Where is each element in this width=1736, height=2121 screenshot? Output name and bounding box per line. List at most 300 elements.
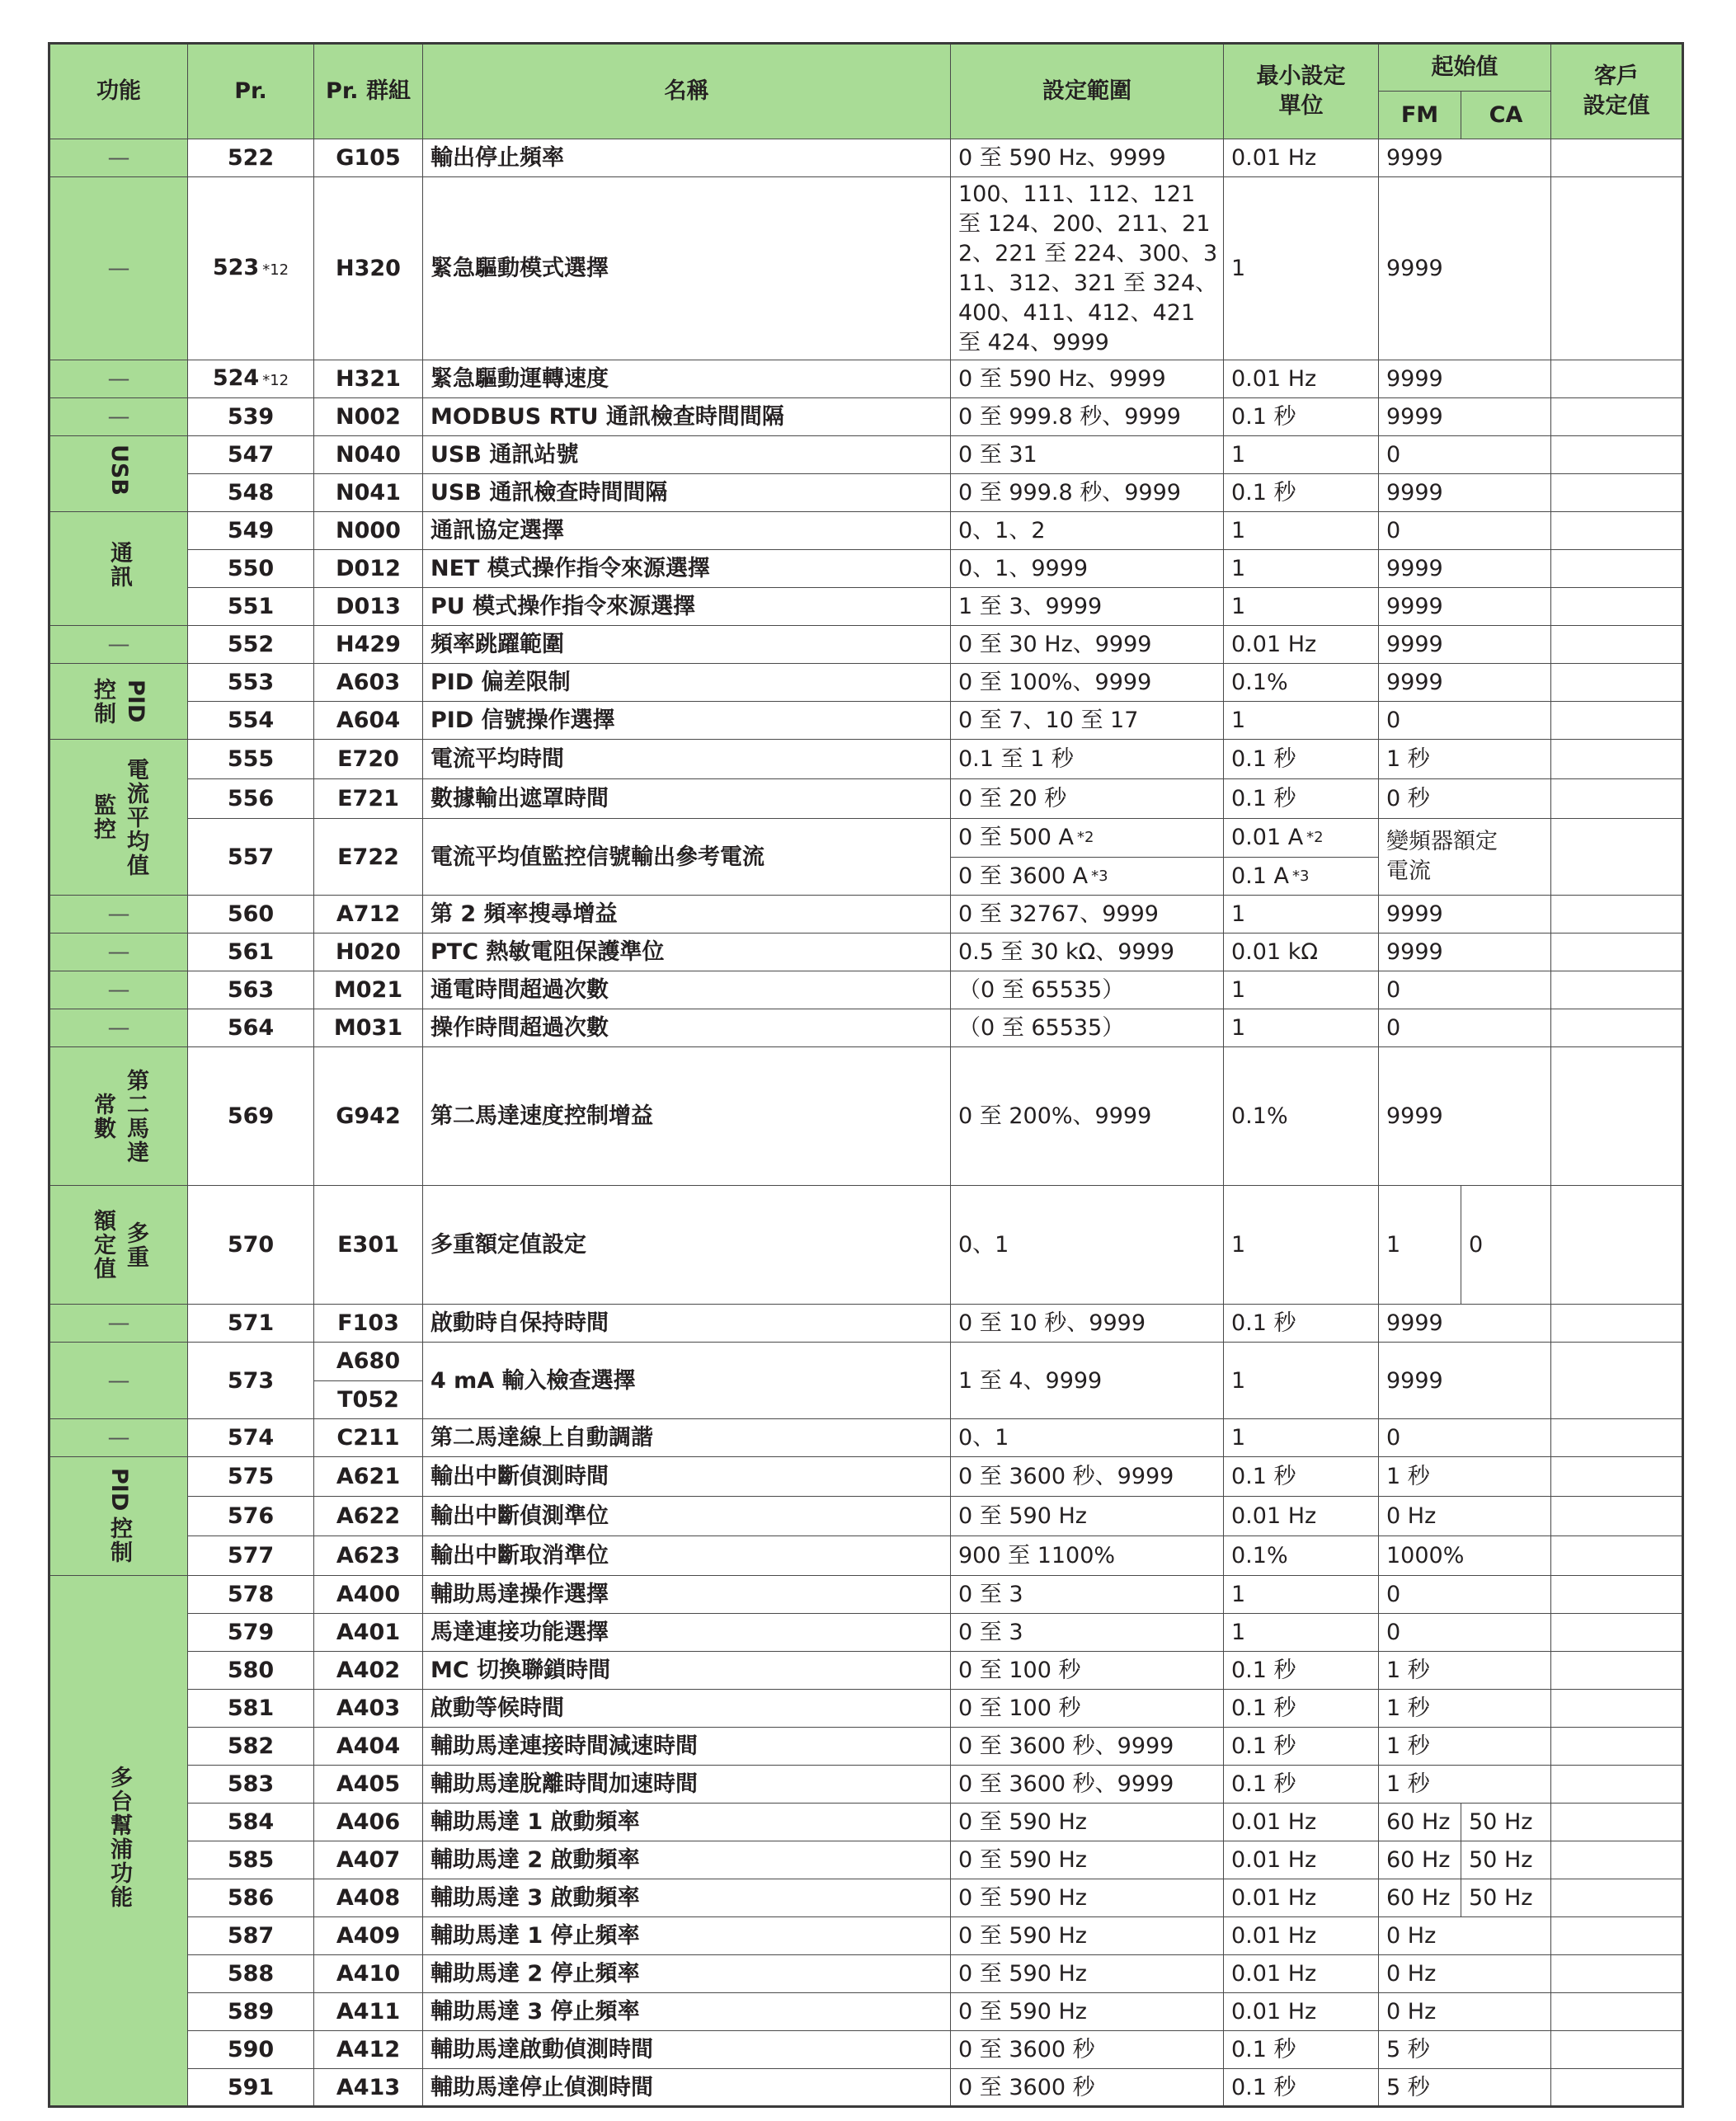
param-name: 輸出中斷偵測時間: [430, 1464, 609, 1489]
customer-setting-cell[interactable]: [1551, 512, 1683, 550]
unit-value: [1224, 819, 1378, 857]
initial-fm-cell: [1379, 1879, 1461, 1917]
customer-setting-cell[interactable]: [1551, 779, 1683, 819]
group-code: A413: [336, 2074, 401, 2100]
customer-setting-cell[interactable]: [1551, 588, 1683, 626]
name-cell: [423, 1879, 951, 1917]
initial-value: 9999: [1386, 1310, 1443, 1336]
param-name: 輔助馬達 1 啟動頻率: [430, 1809, 640, 1835]
name-cell: [423, 1728, 951, 1766]
func-cell: [49, 398, 188, 436]
pr-number: 554: [227, 708, 275, 733]
range-cell: [951, 1841, 1224, 1879]
range-cell: [951, 1879, 1224, 1917]
initial-value: 0 Hz: [1386, 1961, 1437, 1987]
customer-setting-cell[interactable]: [1551, 2069, 1683, 2107]
customer-setting-cell[interactable]: [1551, 550, 1683, 588]
unit-cell: [1224, 1955, 1379, 1993]
unit-value: 0.1 秒: [1231, 1733, 1296, 1759]
name-cell: [423, 1917, 951, 1955]
group-code: T052: [314, 1380, 422, 1419]
param-name: 輔助馬達 2 啟動頻率: [430, 1847, 640, 1873]
pr-cell: [188, 2069, 314, 2107]
customer-setting-cell[interactable]: [1551, 1457, 1683, 1497]
customer-setting-cell[interactable]: [1551, 819, 1683, 896]
table-row: [49, 398, 1683, 436]
range-value: 0 至 590 Hz: [958, 1809, 1087, 1835]
range-value: 0 至 100%、9999: [958, 670, 1152, 695]
initial-value: 0: [1386, 1582, 1401, 1607]
customer-setting-cell[interactable]: [1551, 2031, 1683, 2069]
initial-value-cell: [1379, 971, 1551, 1009]
initial-value-cell: [1379, 474, 1551, 512]
group-code: A622: [336, 1503, 401, 1529]
func-dash: —: [107, 901, 130, 927]
table-row: [49, 1614, 1683, 1652]
group-cell: [314, 177, 423, 360]
func-dash: —: [107, 1310, 130, 1336]
name-cell: [423, 740, 951, 779]
group-code: F103: [337, 1310, 399, 1336]
unit-value: 1: [1231, 556, 1246, 581]
initial-value-cell: [1379, 1728, 1551, 1766]
initial-value-cell: [1379, 512, 1551, 550]
range-cell: [951, 1993, 1224, 2031]
name-cell: [423, 1690, 951, 1728]
customer-setting-cell[interactable]: [1551, 1419, 1683, 1457]
header-fm: FM: [1379, 92, 1461, 139]
initial-ca: 50 Hz: [1469, 1885, 1533, 1911]
func-cell: [49, 1009, 188, 1047]
pr-cell: [188, 2031, 314, 2069]
unit-value: 0.1 秒: [1231, 2074, 1296, 2100]
customer-setting-cell[interactable]: [1551, 664, 1683, 702]
initial-value-cell: [1379, 550, 1551, 588]
group-code: A412: [336, 2037, 401, 2062]
group-code: A405: [336, 1771, 401, 1797]
pr-number: 585: [227, 1847, 275, 1873]
pr-number: 584: [227, 1809, 275, 1835]
func-cell: [49, 971, 188, 1009]
range-value: 0.5 至 30 kΩ、9999: [958, 939, 1175, 965]
unit-value: 0.01 Hz: [1231, 1503, 1317, 1529]
func-dash: —: [107, 366, 130, 392]
range-value: 0 至 3600 秒、9999: [958, 1733, 1174, 1759]
unit-value: 0.1%: [1231, 1103, 1288, 1129]
unit-cell: [1224, 512, 1379, 550]
unit-value: [1224, 857, 1378, 896]
customer-setting-cell[interactable]: [1551, 474, 1683, 512]
customer-setting-cell[interactable]: [1551, 1614, 1683, 1652]
pr-number: 589: [227, 1999, 275, 2025]
name-cell: [423, 360, 951, 398]
func-cell: [49, 512, 188, 626]
footnote-mark: *12: [262, 371, 289, 389]
group-cell: [314, 1419, 423, 1457]
group-code: A400: [336, 1582, 401, 1607]
name-cell: [423, 664, 951, 702]
header-range: 設定範圍: [951, 44, 1224, 139]
func-cell: [49, 177, 188, 360]
pr-number: 578: [227, 1582, 275, 1607]
unit-cell: [1224, 2031, 1379, 2069]
unit-value: 0.01 Hz: [1231, 1923, 1317, 1949]
pr-cell: [188, 550, 314, 588]
unit-value: 1: [1231, 1620, 1246, 1645]
func-label: USB: [106, 444, 132, 496]
unit-cell: [1224, 1917, 1379, 1955]
range-value: 0 至 31: [958, 442, 1037, 468]
func-cell: [49, 1047, 188, 1186]
customer-setting-cell[interactable]: [1551, 1955, 1683, 1993]
group-code: E720: [337, 746, 399, 772]
group-code: A403: [336, 1695, 401, 1721]
initial-value-cell: [1379, 1047, 1551, 1186]
group-cell: [314, 2069, 423, 2107]
table-row: [49, 1841, 1683, 1879]
unit-cell: [1224, 1047, 1379, 1186]
func-cell: [49, 934, 188, 971]
pr-cell: [188, 139, 314, 177]
header-customer: 客戶 設定值: [1551, 44, 1683, 139]
customer-setting-cell[interactable]: [1551, 360, 1683, 398]
pr-number: 557: [227, 844, 275, 870]
group-code: H020: [336, 939, 401, 965]
pr-cell: [188, 934, 314, 971]
name-cell: [423, 474, 951, 512]
group-code: D012: [336, 556, 401, 581]
param-name: 電流平均值監控信號輸出參考電流: [430, 844, 764, 870]
group-code: M021: [333, 977, 403, 1003]
unit-value: 1: [1231, 1425, 1246, 1451]
group-cell: [314, 1804, 423, 1841]
customer-setting-cell[interactable]: [1551, 436, 1683, 474]
range-cell: [951, 1457, 1224, 1497]
func-dash: —: [107, 145, 130, 171]
initial-value: 9999: [1386, 632, 1443, 657]
name-cell: [423, 2031, 951, 2069]
customer-setting-cell[interactable]: [1551, 139, 1683, 177]
unit-value: 1: [1231, 442, 1246, 468]
unit-value: 1: [1231, 518, 1246, 543]
customer-setting-cell[interactable]: [1551, 1879, 1683, 1917]
range-cell: [951, 934, 1224, 971]
group-code: D013: [336, 594, 401, 619]
customer-setting-cell[interactable]: [1551, 1690, 1683, 1728]
group-cell: [314, 1652, 423, 1690]
initial-value-cell: [1379, 177, 1551, 360]
initial-value: 5 秒: [1386, 2074, 1430, 2100]
name-cell: [423, 1457, 951, 1497]
group-code: E721: [337, 786, 399, 811]
unit-value: 0.1 秒: [1231, 480, 1296, 506]
group-code: A410: [336, 1961, 401, 1987]
param-name: 輔助馬達 2 停止頻率: [430, 1961, 640, 1987]
func-label: 監控: [90, 793, 115, 841]
unit-cell: [1224, 1497, 1379, 1536]
pr-number: 561: [227, 939, 275, 965]
customer-setting-cell[interactable]: [1551, 1009, 1683, 1047]
func-label: 電流平均值: [123, 757, 148, 877]
name-cell: [423, 398, 951, 436]
pr-cell: [188, 1305, 314, 1343]
table-row: [49, 1457, 1683, 1497]
table-row: [49, 1009, 1683, 1047]
customer-setting-cell[interactable]: [1551, 1917, 1683, 1955]
group-code: H320: [336, 256, 401, 281]
range-cell: [951, 626, 1224, 664]
unit-value: 0.01 Hz: [1231, 1809, 1317, 1835]
range-cell: [951, 1955, 1224, 1993]
unit-value: 0.1 秒: [1231, 746, 1296, 772]
pr-cell: [188, 971, 314, 1009]
customer-setting-cell[interactable]: [1551, 1993, 1683, 2031]
func-cell: [49, 139, 188, 177]
initial-value: 9999: [1386, 901, 1443, 927]
range-value: 1 至 4、9999: [958, 1367, 1103, 1394]
unit-value: 0.01 kΩ: [1231, 939, 1318, 965]
param-name: 第二馬達線上自動調諧: [430, 1425, 653, 1451]
range-value: 1 至 3、9999: [958, 594, 1103, 619]
range-cell: [951, 398, 1224, 436]
customer-setting-cell[interactable]: [1551, 1186, 1683, 1305]
range-value: 0 至 590 Hz: [958, 1961, 1087, 1987]
initial-value: 1 秒: [1386, 1658, 1430, 1683]
name-cell: [423, 819, 951, 896]
pr-cell: [188, 588, 314, 626]
customer-setting-cell[interactable]: [1551, 1652, 1683, 1690]
range-cell: [951, 177, 1224, 360]
customer-setting-cell[interactable]: [1551, 1841, 1683, 1879]
customer-setting-cell[interactable]: [1551, 934, 1683, 971]
func-cell: [49, 896, 188, 934]
group-code: A407: [336, 1847, 401, 1873]
table-row: [49, 2031, 1683, 2069]
range-cell: [951, 436, 1224, 474]
unit-value: 0.01 Hz: [1231, 366, 1317, 392]
range-value: 0 至 3600 秒、9999: [958, 1464, 1174, 1489]
func-label: 第二馬達: [123, 1068, 148, 1164]
table-row: [49, 1993, 1683, 2031]
initial-value-cell: [1379, 588, 1551, 626]
initial-value-cell: [1379, 139, 1551, 177]
func-label: 多台幫浦功能: [106, 1765, 132, 1909]
footnote-mark: *2: [1306, 829, 1324, 847]
initial-value: 9999: [1386, 670, 1443, 695]
customer-setting-cell[interactable]: [1551, 896, 1683, 934]
customer-setting-cell[interactable]: [1551, 1766, 1683, 1804]
initial-value: 0 Hz: [1386, 1999, 1437, 2025]
table-row: [49, 1652, 1683, 1690]
unit-value: 0.1 秒: [1231, 1310, 1296, 1336]
func-dash: —: [107, 256, 130, 281]
customer-setting-cell[interactable]: [1551, 1576, 1683, 1614]
group-cell: [314, 2031, 423, 2069]
initial-value: 1 秒: [1386, 1771, 1430, 1797]
group-code: A401: [336, 1620, 401, 1645]
range-value: 0 至 999.8 秒、9999: [958, 404, 1181, 430]
param-name: 輔助馬達啟動偵測時間: [430, 2037, 653, 2062]
unit-value: 0.01 Hz: [1231, 632, 1317, 657]
pr-number: 550: [227, 556, 275, 581]
group-cell: [314, 1497, 423, 1536]
customer-setting-cell[interactable]: [1551, 626, 1683, 664]
unit-value: 0.1 秒: [1231, 1464, 1296, 1489]
group-cell: [314, 474, 423, 512]
initial-value-cell: [1379, 702, 1551, 740]
func-label: PID: [106, 1468, 132, 1512]
initial-value: 0: [1386, 1425, 1401, 1451]
initial-value: 9999: [1386, 594, 1443, 619]
range-value: 0 至 100 秒: [958, 1695, 1081, 1721]
table-row: [49, 1186, 1683, 1305]
customer-setting-cell[interactable]: [1551, 1728, 1683, 1766]
pr-cell: [188, 1879, 314, 1917]
func-label: 通訊: [106, 541, 132, 589]
pr-cell: [188, 702, 314, 740]
group-cell: [314, 1047, 423, 1186]
pr-cell: [188, 1917, 314, 1955]
customer-setting-cell[interactable]: [1551, 1536, 1683, 1576]
initial-value: 9999: [1386, 145, 1443, 171]
range-cell: [951, 1804, 1224, 1841]
param-name: 頻率跳躍範圍: [430, 632, 564, 657]
unit-cell: [1224, 550, 1379, 588]
pr-number: 581: [227, 1695, 275, 1721]
range-cell: [951, 1305, 1224, 1343]
pr-cell: [188, 1576, 314, 1614]
pr-number: 573: [227, 1367, 275, 1394]
table-row: [49, 819, 1683, 896]
range-cell: [951, 1576, 1224, 1614]
param-name: 輔助馬達停止偵測時間: [430, 2074, 653, 2100]
group-cell: [314, 626, 423, 664]
unit-value: 0.1 秒: [1231, 1658, 1296, 1683]
initial-value-cell: [1379, 896, 1551, 934]
initial-ca: 50 Hz: [1469, 1809, 1533, 1835]
range-value: 100、111、112、121 至 124、200、211、212、221 至 224、300、311、312、321 至 324、400、411、412、421 至 424、9999: [958, 181, 1218, 355]
table-row: [49, 139, 1683, 177]
initial-value: 0: [1386, 518, 1401, 543]
unit-cell: [1224, 1576, 1379, 1614]
func-cell: [49, 436, 188, 512]
param-name: 啟動等候時間: [430, 1695, 564, 1721]
table-row: [49, 1343, 1683, 1419]
unit-cell: [1224, 588, 1379, 626]
unit-value: 1: [1231, 1582, 1246, 1607]
unit-cell: [1224, 1690, 1379, 1728]
name-cell: [423, 436, 951, 474]
header-min-unit: 最小設定 單位: [1224, 44, 1379, 139]
initial-value: 變頻器額定電流: [1386, 829, 1498, 884]
group-cell: [314, 1536, 423, 1576]
initial-value: 9999: [1386, 366, 1443, 392]
unit-cell: [1224, 896, 1379, 934]
customer-setting-cell[interactable]: [1551, 1497, 1683, 1536]
customer-setting-cell[interactable]: [1551, 971, 1683, 1009]
unit-value: 0.01 Hz: [1231, 1885, 1317, 1911]
pr-cell: [188, 1186, 314, 1305]
group-cell: [314, 1009, 423, 1047]
group-cell: [314, 740, 423, 779]
range-value: 0 至 100 秒: [958, 1658, 1081, 1683]
group-code: N041: [336, 480, 401, 506]
table-row: [49, 1305, 1683, 1343]
header-pr: Pr.: [188, 44, 314, 139]
range-value: 0 至 3600 秒: [958, 2074, 1095, 2100]
initial-fm: 60 Hz: [1386, 1847, 1451, 1873]
range-cell: [951, 1047, 1224, 1186]
pr-number: 574: [227, 1425, 275, 1451]
initial-value: 0 Hz: [1386, 1923, 1437, 1949]
range-cell: [951, 1614, 1224, 1652]
range-value: [951, 819, 1223, 857]
initial-ca: 50 Hz: [1469, 1847, 1533, 1873]
name-cell: [423, 1419, 951, 1457]
group-code: H429: [336, 632, 401, 657]
unit-value: 0.1 秒: [1231, 1695, 1296, 1721]
initial-value: 5 秒: [1386, 2037, 1430, 2062]
header-name: 名稱: [423, 44, 951, 139]
unit-value: 0.1 秒: [1231, 786, 1296, 811]
pr-number: 548: [227, 480, 275, 506]
name-cell: [423, 626, 951, 664]
table-row: [49, 512, 1683, 550]
initial-value-cell: [1379, 1766, 1551, 1804]
param-name: PTC 熱敏電阻保護準位: [430, 939, 665, 965]
range-value: 0 至 3600 秒: [958, 2037, 1095, 2062]
pr-cell: [188, 1728, 314, 1766]
range-value: 0 至 590 Hz、9999: [958, 366, 1166, 392]
value: 0.01 A: [1231, 825, 1304, 851]
customer-setting-cell[interactable]: [1551, 1343, 1683, 1419]
customer-setting-cell[interactable]: [1551, 1305, 1683, 1343]
range-value: 0 至 590 Hz: [958, 1923, 1087, 1949]
customer-setting-cell[interactable]: [1551, 398, 1683, 436]
range-cell: [951, 1343, 1224, 1419]
initial-value-cell: [1379, 1536, 1551, 1576]
param-name: 輸出停止頻率: [430, 145, 564, 171]
customer-setting-cell[interactable]: [1551, 740, 1683, 779]
customer-setting-cell[interactable]: [1551, 177, 1683, 360]
range-cell: [951, 971, 1224, 1009]
pr-cell: [188, 1009, 314, 1047]
range-value: 0、1、2: [958, 518, 1046, 543]
pr-cell: [188, 177, 314, 360]
initial-value: 0: [1386, 442, 1401, 468]
pr-number: 583: [227, 1771, 275, 1797]
initial-value-cell: [1379, 819, 1551, 896]
name-cell: [423, 1955, 951, 1993]
param-name: PID 信號操作選擇: [430, 708, 615, 733]
initial-value-cell: [1379, 664, 1551, 702]
customer-setting-cell[interactable]: [1551, 1804, 1683, 1841]
range-cell: [951, 1728, 1224, 1766]
initial-value: 9999: [1386, 939, 1443, 965]
param-name: 通訊協定選擇: [430, 518, 564, 543]
customer-setting-cell[interactable]: [1551, 1047, 1683, 1186]
header-func: 功能: [49, 44, 188, 139]
name-cell: [423, 702, 951, 740]
unit-value: 0.01 Hz: [1231, 145, 1317, 171]
param-name: 啟動時自保持時間: [430, 1310, 609, 1336]
initial-value: 9999: [1386, 1103, 1443, 1129]
name-cell: [423, 1652, 951, 1690]
group-cell: [314, 664, 423, 702]
range-cell: [951, 1536, 1224, 1576]
initial-fm: 60 Hz: [1386, 1885, 1451, 1911]
customer-setting-cell[interactable]: [1551, 702, 1683, 740]
